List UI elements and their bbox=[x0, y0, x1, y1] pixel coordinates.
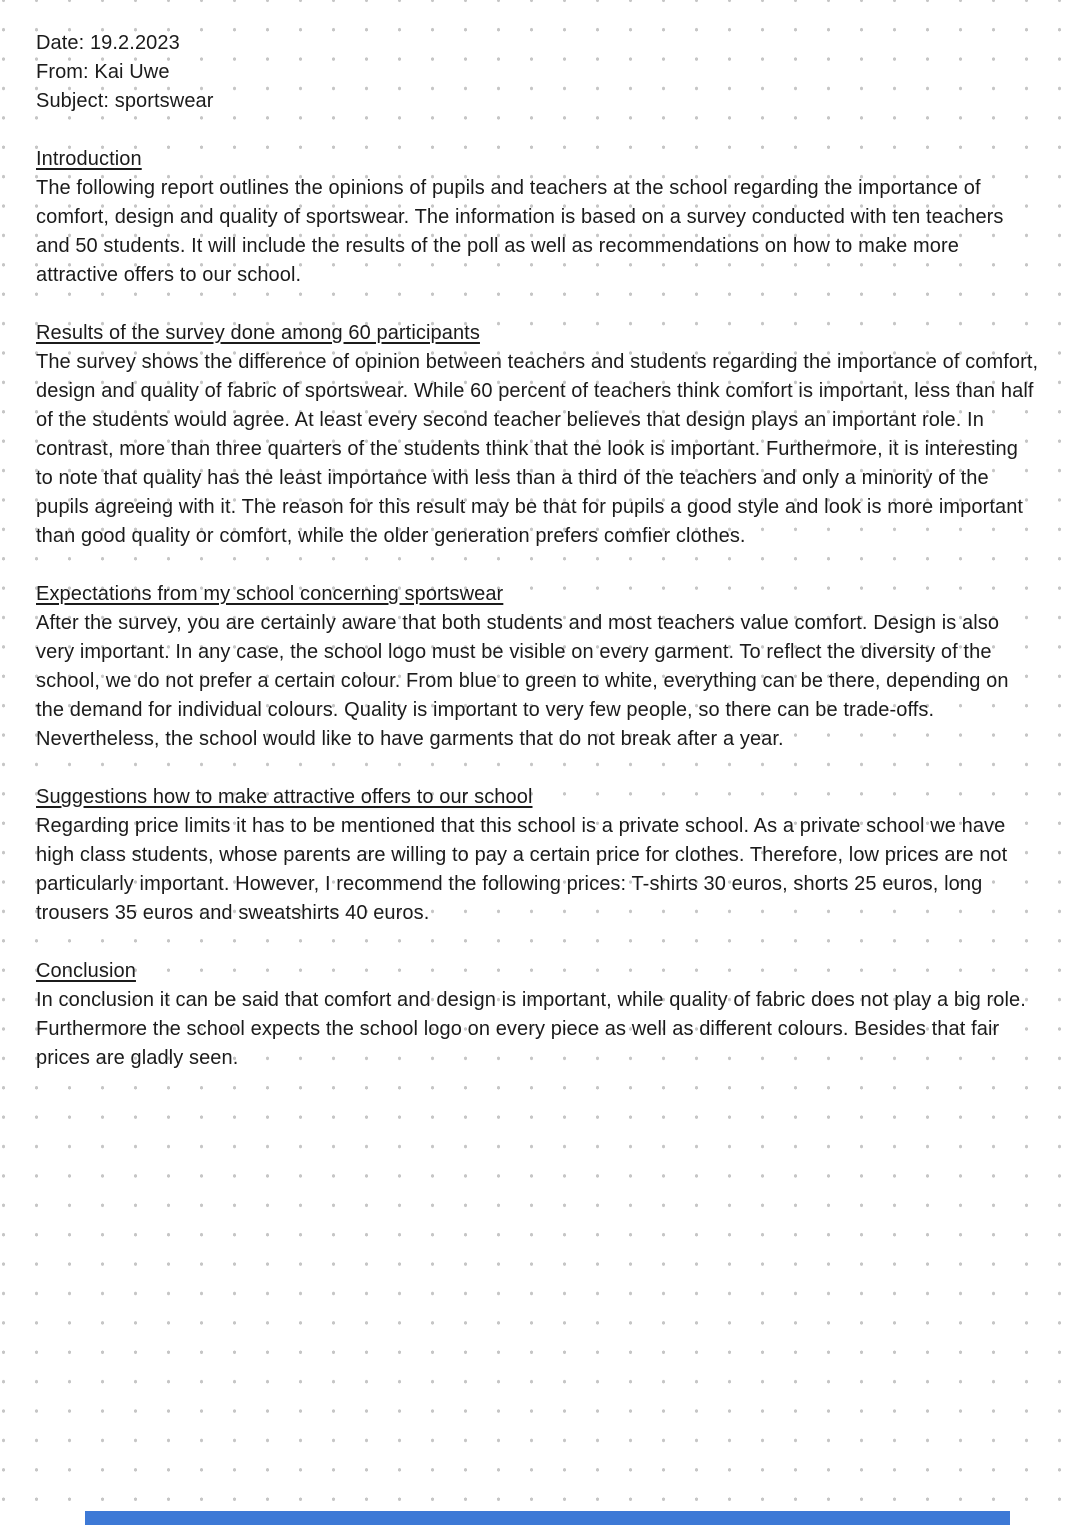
section-body: The survey shows the difference of opinion between teachers and students regarding the importance of comfort, design and quality of fabric of sportswear. While 60 percent of teachers think comfort is important, less than half of the students would agree. At least every second teacher believes that design plays an important role. In contrast, more than three quarters of the students think that the look is important. Furthermore, it is interesting to note that quality has the least importance with less than a third of the teachers and only a minority of the pupils agreeing with it. The reason for this result may be that for pupils a good style and look is more important than good quality or comfort, while the older generation prefers comfier clothes. bbox=[36, 351, 1039, 547]
section-heading: Results of the survey done among 60 participants bbox=[36, 322, 480, 344]
section-body: After the survey, you are certainly aware that both students and most teachers value comfort. Design is also very important. In any case, the school logo must be visible on every garment. To reflect the diversity of the school, we do not prefer a certain colour. From blue to green to white, everything can be there, depending on the demand for individual colours. Quality is important to very few people, so there can be trade-offs. Nevertheless, the school would like to have garments that do not break after a year. bbox=[36, 612, 1009, 750]
section-body: The following report outlines the opinions of pupils and teachers at the school regarding the importance of comfort, design and quality of sportswear. The information is based on a survey conducted with ten teachers and 50 students. It will include the results of the poll as well as recommendations on how to make more attractive offers to our school. bbox=[36, 177, 1004, 286]
memo-subject: Subject: sportswear bbox=[36, 90, 214, 112]
section-body: Regarding price limits it has to be mentioned that this school is a private school. As a private school we have high class students, whose parents are willing to pay a certain price for clothes. Therefore, low prices are not particularly important. However, I recommend the following prices: T-shirts 30 euros, shorts 25 euros, long trousers 35 euros and sweatshirts 40 euros. bbox=[36, 815, 1008, 924]
section-heading: Expectations from my school concerning sportswear bbox=[36, 583, 504, 605]
section-conclusion bbox=[36, 957, 1040, 1073]
section-suggestions bbox=[36, 783, 1040, 928]
section-body: In conclusion it can be said that comfort and design is important, while quality of fabric does not play a big role. Furthermore the school expects the school logo on every piece as well as different colours. Besides that fair prices are gladly seen. bbox=[36, 989, 1026, 1069]
section-heading: Conclusion bbox=[36, 960, 136, 982]
section-survey-results bbox=[36, 319, 1040, 551]
memo-from: From: Kai Uwe bbox=[36, 61, 170, 83]
section-heading: Introduction bbox=[36, 148, 142, 170]
bottom-bar bbox=[85, 1511, 1010, 1525]
section-expectations bbox=[36, 580, 1040, 754]
section-introduction bbox=[36, 145, 1040, 290]
section-heading: Suggestions how to make attractive offers to our school bbox=[36, 786, 533, 808]
memo-header bbox=[36, 29, 1040, 116]
memo-date: Date: 19.2.2023 bbox=[36, 32, 180, 54]
